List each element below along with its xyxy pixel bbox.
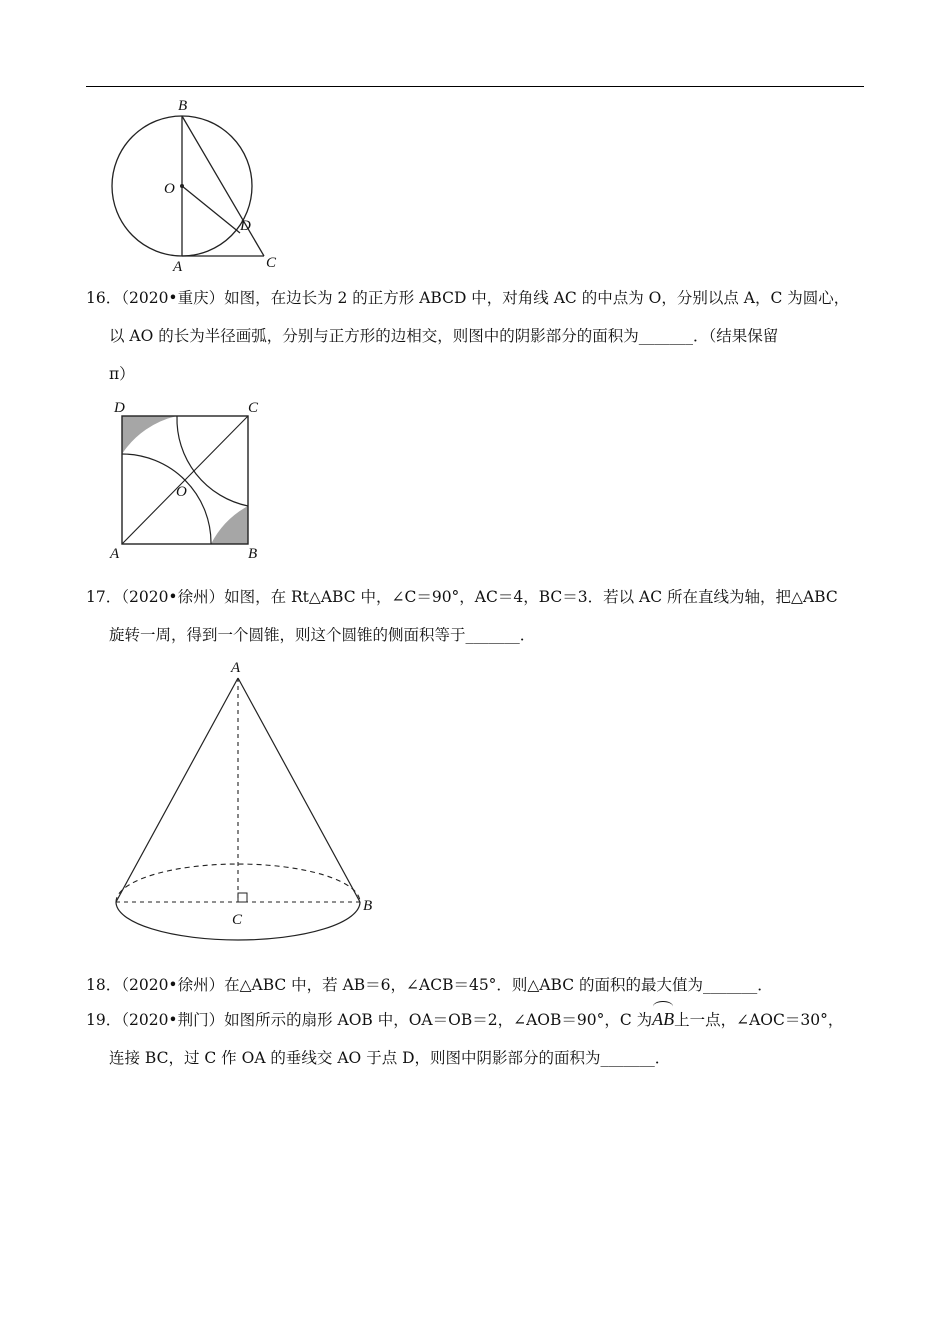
question-17 xyxy=(86,578,866,654)
question-source: （2020•徐州） xyxy=(121,588,225,606)
label-C: C xyxy=(232,912,243,928)
label-A: A xyxy=(173,259,183,272)
label-D: D xyxy=(114,400,125,416)
question-19 xyxy=(86,1000,866,1077)
label-A: A xyxy=(110,546,120,562)
question-text-line1b: 上一点，∠AOC＝30°， xyxy=(674,1011,844,1029)
question-source: （2020•徐州） xyxy=(121,976,225,994)
question-number: 17． xyxy=(86,588,122,606)
question-18 xyxy=(86,966,866,1004)
label-D: D xyxy=(240,218,251,234)
label-B: B xyxy=(248,546,258,562)
question-text-line1: 如图，在边长为 2 的正方形 ABCD 中，对角线 AC 的中点为 O，分别以点 A，C 为圆心， xyxy=(224,289,850,307)
question-text-line1: 在△ABC 中，若 AB＝6，∠ACB＝45°．则△ABC 的面积的最大值为_______． xyxy=(224,976,773,994)
cone-svg xyxy=(100,656,390,946)
question-text-line1a: 如图所示的扇形 AOB 中，OA＝OB＝2，∠AOB＝90°，C 为 xyxy=(224,1011,653,1029)
question-text-line2: 以 AO 的长为半径画弧，分别与正方形的边相交，则图中的阴影部分的面积为_______．（结果保留 xyxy=(109,327,779,345)
question-text-line3: π） xyxy=(109,365,135,383)
circle-tangent-svg xyxy=(100,96,290,272)
label-C: C xyxy=(248,400,259,416)
figure-circle-tangent xyxy=(100,96,290,272)
label-B: B xyxy=(178,98,188,114)
question-text-line1: 如图，在 Rt△ABC 中，∠C＝90°，AC＝4，BC＝3．若以 AC 所在直线为轴，把△ABC xyxy=(224,588,838,606)
question-text-line2: 旋转一周，得到一个圆锥，则这个圆锥的侧面积等于_______． xyxy=(109,626,536,644)
question-source: （2020•重庆） xyxy=(121,289,225,307)
arc-ab-symbol: AB xyxy=(652,1000,674,1038)
header-rule xyxy=(86,86,864,87)
figure-square-arcs xyxy=(108,396,268,562)
label-C: C xyxy=(266,255,277,271)
label-B: B xyxy=(363,898,373,914)
label-O: O xyxy=(176,484,187,500)
question-text-line2: 连接 BC，过 C 作 OA 的垂线交 AO 于点 D，则图中阴影部分的面积为_______． xyxy=(109,1049,671,1067)
square-arcs-svg xyxy=(108,396,268,562)
label-A: A xyxy=(231,660,241,676)
question-16 xyxy=(86,279,866,393)
question-number: 16． xyxy=(86,289,122,307)
question-number: 19． xyxy=(86,1011,122,1029)
question-number: 18． xyxy=(86,976,122,994)
figure-cone xyxy=(100,656,390,946)
label-O: O xyxy=(164,181,175,197)
question-source: （2020•荆门） xyxy=(121,1011,225,1029)
